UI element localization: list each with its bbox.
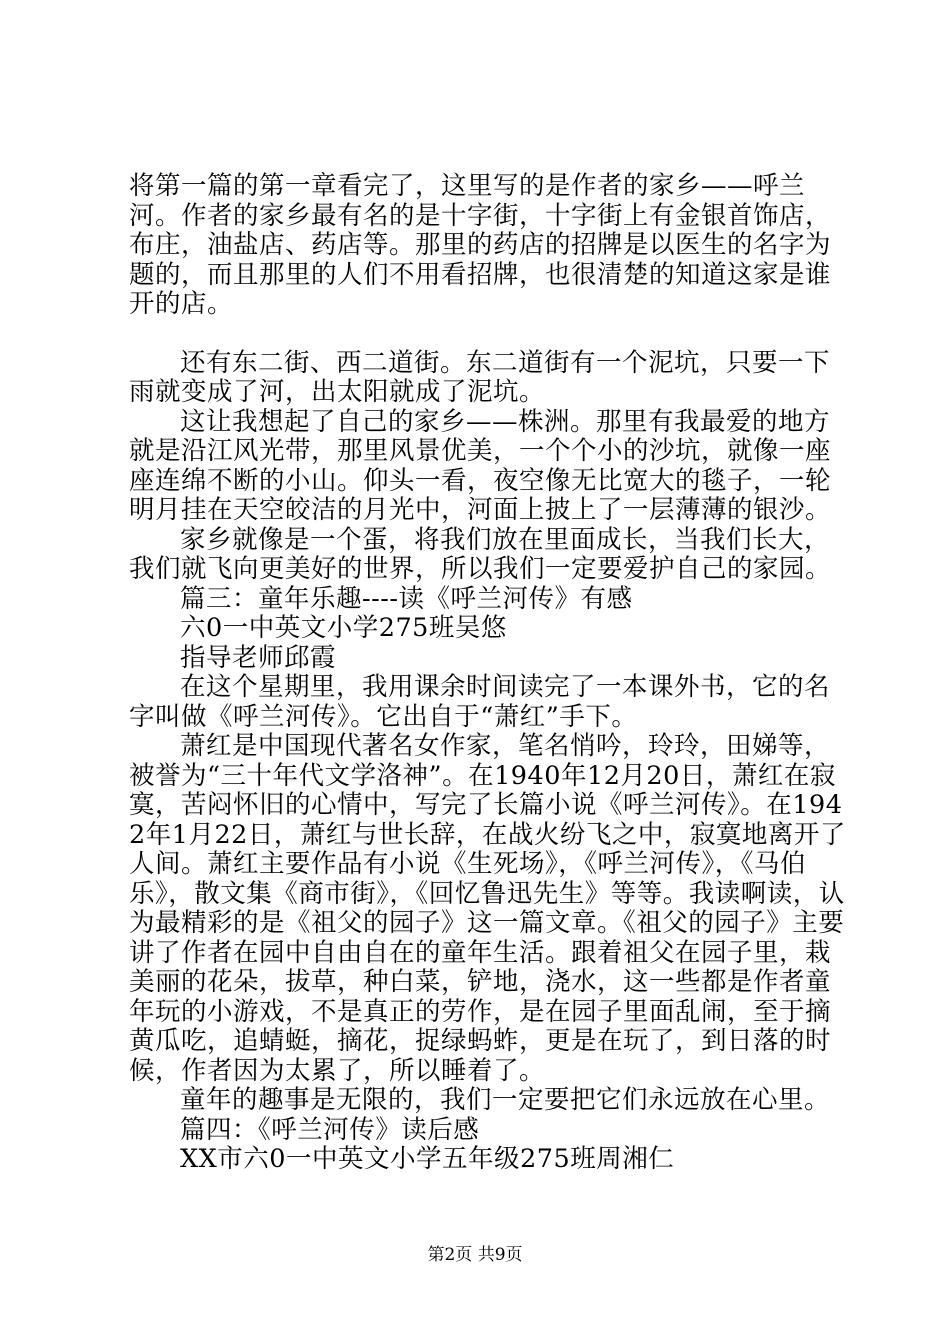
- paragraph-1: 将第一篇的第一章看完了，这里写的是作者的家乡——呼兰河。作者的家乡最有名的是十字街，十字街上有金银首饰店，布庄，油盐店、药店等。那里的药店的招牌是以医生的名字为题的，而且那里的人们不用看招牌，也很清楚的知道这家是谁开的店。: [129, 171, 832, 319]
- paragraph-6: 萧红是中国现代著名女作家，笔名悄吟，玲玲，田娣等，被誉为“三十年代文学洛神”。在1940年12月20日，萧红在寂寞，苦闷怀旧的心情中，写完了长篇小说《呼兰河传》。在1942年1月22日，萧红与世长辞，在战火纷飞之中，寂寞地离开了人间。萧红主要作品有小说《生死场》，《呼兰河传》，《马伯乐》，散文集《商市街》，《回忆鲁迅先生》等等。我读啊读，认为最精彩的是《祖父的园子》这一篇文章。《祖父的园子》主要讲了作者在园中自由自在的童年生活。跟着祖父在园子里，栽美丽的花朵，拔草，种白菜，铲地，浇水，这一些都是作者童年玩的小游戏，不是真正的劳作，是在园子里面乱闹，至于摘黄瓜吃，追蜻蜓，摘花，捉绿蚂蚱，更是在玩了，到日落的时候，作者因为太累了，所以睡着了。: [129, 731, 846, 1086]
- author-line-4: XX市六0一中英文小学五年级275班周湘仁: [180, 1144, 675, 1174]
- section-heading-3: 篇三：童年乐趣----读《呼兰河传》有感: [180, 583, 633, 614]
- paragraph-5: 在这个星期里，我用课余时间读完了一本课外书，它的名字叫做《呼兰河传》。它出自于“萧红”手下。: [129, 672, 831, 732]
- paragraph-3: 这让我想起了自己的家乡——株洲。那里有我最爱的地方就是沿江风光带，那里风景优美，一个个小的沙坑，就像一座座连绵不断的小山。仰头一看，夜空像无比宽大的毯子，一轮明月挂在天空皎洁的月光中，河面上披上了一层薄薄的银沙。: [129, 406, 832, 525]
- paragraph-2: 还有东二街、西二道街。东二道街有一个泥坑，只要一下雨就变成了河，出太阳就成了泥坑。: [129, 347, 831, 407]
- document-body: [129, 172, 851, 1175]
- section-heading-4: 篇四：《呼兰河传》读后感: [180, 1114, 480, 1145]
- teacher-line-3: 指导老师邱霞: [180, 642, 337, 673]
- page-footer: 第2页 共9页: [427, 1245, 523, 1265]
- paragraph-7: 童年的趣事是无限的，我们一定要把它们永远放在心里。: [180, 1085, 831, 1115]
- author-line-3: 六0一中英文小学275班吴悠: [180, 613, 507, 643]
- paragraph-4: 家乡就像是一个蛋，将我们放在里面成长，当我们长大，我们就飞向更美好的世界，所以我们一定要爱护自己的家园。: [129, 524, 832, 584]
